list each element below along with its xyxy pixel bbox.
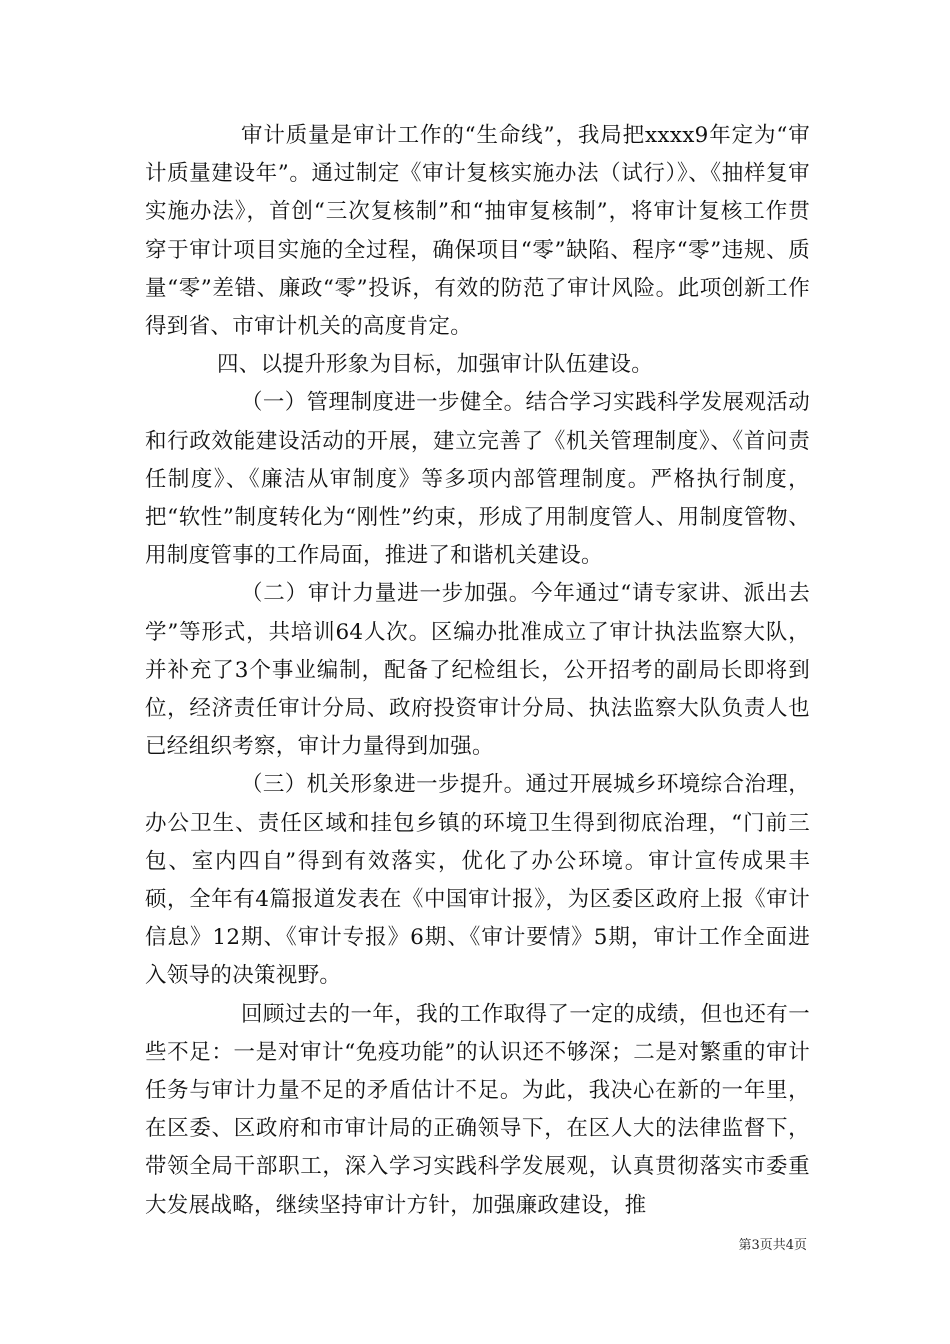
paragraph-audit-strength: （二）审计力量进一步加强。今年通过“请专家讲、派出去学”等形式，共培训64人次。区编办批准成立了审计执法监察大队，并补充了3个事业编制，配备了纪检组长，公开招考的副局长即将到位，经济责任审计分局、政府投资审计分局、执法监察大队负责人也已经组织考察，审计力量得到加强。	[145, 581, 810, 760]
section-heading-team-building: 四、以提升形象为目标，加强审计队伍建设。	[217, 352, 654, 378]
paragraph-audit-quality: 审计质量是审计工作的“生命线”，我局把xxxx9年定为“审计质量建设年”。通过制定《审计复核实施办法（试行）》、《抽样复审实施办法》，首创“三次复核制”和“抽审复核制”，将审计复核工作贯穿于审计项目实施的全过程，确保项目“零”缺陷、程序“零”违规、质量“零”差错、廉政“零”投诉，有效的防范了审计风险。此项创新工作得到省、市审计机关的高度肯定。	[145, 123, 810, 340]
page-number-footer: 第3页共4页	[738, 1238, 807, 1253]
paragraph-office-image: （三）机关形象进一步提升。通过开展城乡环境综合治理，办公卫生、责任区域和挂包乡镇的环境卫生得到彻底治理，“门前三包、室内四自”得到有效落实，优化了办公环境。审计宣传成果丰硕，全年有4篇报道发表在《中国审计报》，为区委区政府上报《审计信息》12期、《审计专报》6期、《审计要情》5期，审计工作全面进入领导的决策视野。	[145, 772, 810, 989]
paragraph-management-system: （一）管理制度进一步健全。结合学习实践科学发展观活动和行政效能建设活动的开展，建立完善了《机关管理制度》、《首问责任制度》、《廉洁从审制度》等多项内部管理制度。严格执行制度，把“软性”制度转化为“刚性”约束，形成了用制度管人、用制度管物、用制度管事的工作局面，推进了和谐机关建设。	[145, 390, 810, 569]
paragraph-review-summary: 回顾过去的一年，我的工作取得了一定的成绩，但也还有一些不足：一是对审计“免疫功能”的认识还不够深；二是对繁重的审计任务与审计力量不足的矛盾估计不足。为此，我决心在新的一年里，在区委、区政府和市审计局的正确领导下，在区人大的法律监督下，带领全局干部职工，深入学习实践科学发展观，认真贯彻落实市委重大发展战略，继续坚持审计方针，加强廉政建设，推	[145, 1001, 810, 1218]
document-body	[145, 117, 810, 1225]
